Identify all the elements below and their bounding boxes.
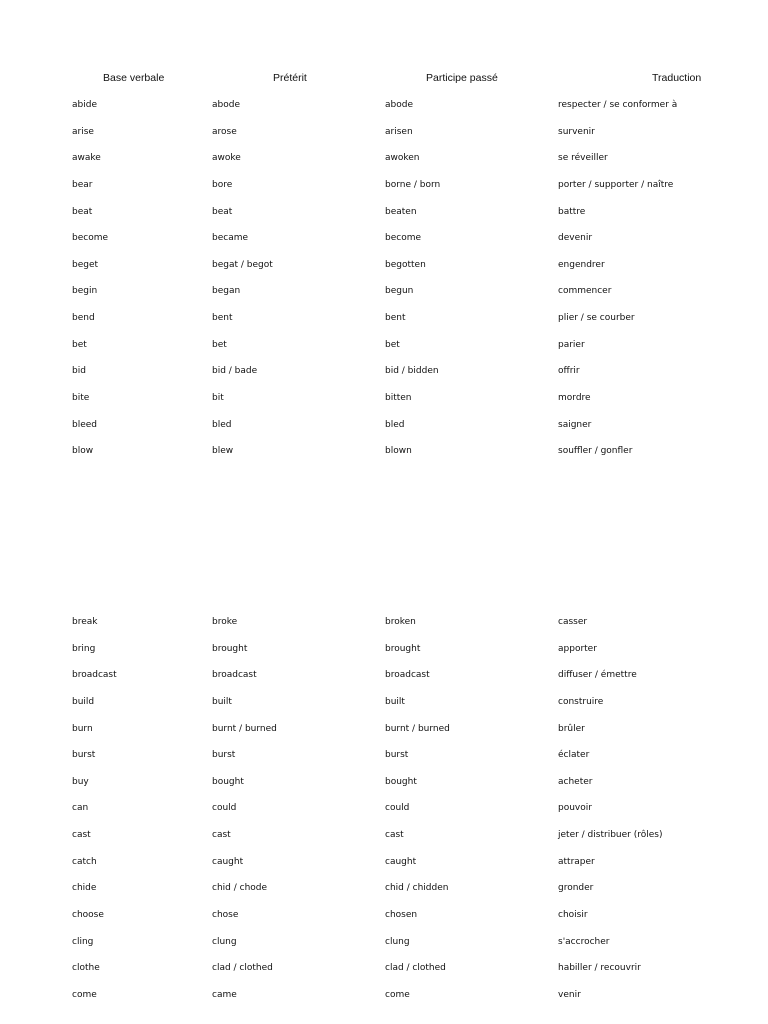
cell-translation: devenir	[558, 233, 593, 244]
cell-base: choose	[72, 910, 104, 921]
cell-translation: venir	[558, 989, 581, 1000]
cell-translation: parier	[558, 339, 585, 350]
cell-participle: awoken	[385, 153, 420, 164]
cell-participle: clung	[385, 936, 410, 947]
cell-preterit: bit	[212, 393, 224, 404]
cell-preterit: broke	[212, 617, 238, 627]
cell-translation: choisir	[558, 910, 588, 921]
cell-preterit: burst	[212, 750, 236, 761]
cell-preterit: clung	[212, 936, 237, 947]
cell-base: chide	[72, 883, 97, 894]
cell-participle: brought	[385, 643, 421, 654]
table-row	[0, 392, 768, 419]
cell-base: abide	[72, 100, 97, 110]
cell-preterit: beat	[212, 206, 233, 217]
table-row	[0, 829, 768, 856]
table-row	[0, 179, 768, 206]
cell-base: clothe	[72, 963, 100, 974]
cell-participle: caught	[385, 856, 417, 867]
cell-participle: clad / clothed	[385, 963, 446, 974]
table-row	[0, 365, 768, 392]
cell-participle: bet	[385, 339, 400, 350]
cell-base: become	[72, 233, 109, 244]
cell-base: burst	[72, 750, 96, 761]
cell-preterit: abode	[212, 100, 240, 110]
cell-translation: habiller / recouvrir	[558, 963, 641, 974]
cell-translation: diffuser / émettre	[558, 670, 637, 681]
header-past-participle: Participe passé	[426, 72, 498, 84]
table-row	[0, 882, 768, 909]
cell-participle: burnt / burned	[385, 723, 450, 734]
table-row	[0, 126, 768, 153]
cell-translation: attraper	[558, 856, 595, 867]
cell-preterit: bid / bade	[212, 366, 258, 377]
cell-translation: se réveiller	[558, 153, 608, 164]
cell-base: bleed	[72, 419, 98, 430]
cell-participle: come	[385, 989, 410, 1000]
cell-translation: survenir	[558, 126, 595, 137]
cell-preterit: built	[212, 696, 232, 707]
cell-translation: brûler	[558, 723, 585, 734]
cell-preterit: became	[212, 233, 249, 244]
cell-participle: bid / bidden	[385, 366, 439, 377]
cell-participle: begun	[385, 286, 414, 297]
verb-table-first-block	[0, 99, 768, 472]
table-row	[0, 616, 768, 643]
cell-translation: commencer	[558, 286, 612, 297]
cell-participle: beaten	[385, 206, 417, 217]
cell-base: beat	[72, 206, 93, 217]
cell-participle: cast	[385, 830, 404, 841]
table-row	[0, 445, 768, 472]
cell-preterit: bore	[212, 179, 233, 190]
table-row	[0, 232, 768, 259]
cell-participle: abode	[385, 100, 413, 110]
cell-participle: blown	[385, 446, 412, 457]
cell-translation: respecter / se conformer à	[558, 100, 678, 110]
cell-participle: borne / born	[385, 179, 441, 190]
cell-translation: porter / supporter / naître	[558, 179, 674, 190]
cell-base: burn	[72, 723, 93, 734]
cell-base: come	[72, 989, 97, 1000]
cell-preterit: brought	[212, 643, 248, 654]
cell-base: blow	[72, 446, 94, 457]
table-row	[0, 643, 768, 670]
cell-base: build	[72, 696, 95, 707]
table-row	[0, 152, 768, 179]
cell-preterit: bet	[212, 339, 227, 350]
table-row	[0, 99, 768, 126]
cell-base: bend	[72, 313, 95, 324]
cell-translation: pouvoir	[558, 803, 592, 814]
table-row	[0, 989, 768, 1016]
cell-preterit: chose	[212, 910, 239, 921]
cell-base: buy	[72, 776, 89, 787]
cell-participle: chosen	[385, 910, 418, 921]
cell-participle: could	[385, 803, 410, 814]
cell-translation: apporter	[558, 643, 597, 654]
cell-translation: battre	[558, 206, 586, 217]
table-row	[0, 776, 768, 803]
cell-base: can	[72, 803, 89, 814]
cell-participle: begotten	[385, 259, 426, 270]
header-translation: Traduction	[652, 72, 702, 84]
cell-base: catch	[72, 856, 97, 867]
table-row	[0, 936, 768, 963]
table-row	[0, 206, 768, 233]
cell-base: awake	[72, 153, 101, 164]
cell-participle: bought	[385, 776, 417, 787]
table-row	[0, 909, 768, 936]
verb-table-second-block	[0, 616, 768, 1016]
cell-participle: bled	[385, 419, 405, 430]
table-row	[0, 696, 768, 723]
cell-translation: gronder	[558, 883, 594, 894]
table-row	[0, 339, 768, 366]
cell-translation: engendrer	[558, 259, 605, 270]
cell-base: broadcast	[72, 670, 117, 681]
cell-base: cast	[72, 830, 91, 841]
cell-preterit: awoke	[212, 153, 241, 164]
cell-translation: s'accrocher	[558, 936, 610, 947]
cell-base: bite	[72, 393, 90, 404]
cell-translation: plier / se courber	[558, 313, 635, 324]
cell-participle: built	[385, 696, 405, 707]
cell-preterit: began	[212, 286, 241, 297]
table-row	[0, 723, 768, 750]
cell-translation: construire	[558, 696, 604, 707]
cell-preterit: broadcast	[212, 670, 257, 681]
header-base-verb: Base verbale	[103, 72, 165, 84]
table-row	[0, 285, 768, 312]
table-row	[0, 669, 768, 696]
cell-preterit: arose	[212, 126, 237, 137]
cell-base: cling	[72, 936, 94, 947]
header-preterit: Prétérit	[273, 72, 307, 84]
cell-participle: broken	[385, 617, 416, 627]
cell-translation: jeter / distribuer (rôles)	[558, 830, 663, 841]
cell-base: arise	[72, 126, 94, 137]
cell-preterit: bought	[212, 776, 244, 787]
cell-base: begin	[72, 286, 98, 297]
cell-preterit: bent	[212, 313, 233, 324]
cell-preterit: clad / clothed	[212, 963, 273, 974]
cell-base: beget	[72, 259, 99, 270]
cell-translation: mordre	[558, 393, 591, 404]
cell-preterit: begat / begot	[212, 259, 273, 270]
table-row	[0, 259, 768, 286]
cell-base: bet	[72, 339, 87, 350]
cell-translation: saigner	[558, 419, 592, 430]
table-row	[0, 856, 768, 883]
cell-base: bear	[72, 179, 93, 190]
cell-participle: bent	[385, 313, 406, 324]
cell-participle: burst	[385, 750, 409, 761]
table-row	[0, 312, 768, 339]
cell-participle: broadcast	[385, 670, 430, 681]
cell-participle: become	[385, 233, 422, 244]
table-row	[0, 802, 768, 829]
column-headers	[0, 72, 768, 88]
table-row	[0, 749, 768, 776]
cell-preterit: chid / chode	[212, 883, 268, 894]
cell-participle: arisen	[385, 126, 413, 137]
cell-preterit: burnt / burned	[212, 723, 277, 734]
cell-translation: casser	[558, 617, 588, 627]
cell-preterit: cast	[212, 830, 231, 841]
cell-participle: chid / chidden	[385, 883, 449, 894]
cell-preterit: bled	[212, 419, 232, 430]
cell-preterit: could	[212, 803, 237, 814]
cell-base: bring	[72, 643, 96, 654]
cell-preterit: caught	[212, 856, 244, 867]
cell-preterit: came	[212, 989, 237, 1000]
cell-base: bid	[72, 366, 86, 377]
table-row	[0, 419, 768, 446]
cell-participle: bitten	[385, 393, 412, 404]
cell-preterit: blew	[212, 446, 234, 457]
cell-translation: acheter	[558, 776, 593, 787]
cell-translation: souffler / gonfler	[558, 446, 633, 457]
cell-translation: offrir	[558, 366, 580, 377]
table-row	[0, 962, 768, 989]
cell-translation: éclater	[558, 750, 590, 761]
cell-base: break	[72, 617, 98, 627]
